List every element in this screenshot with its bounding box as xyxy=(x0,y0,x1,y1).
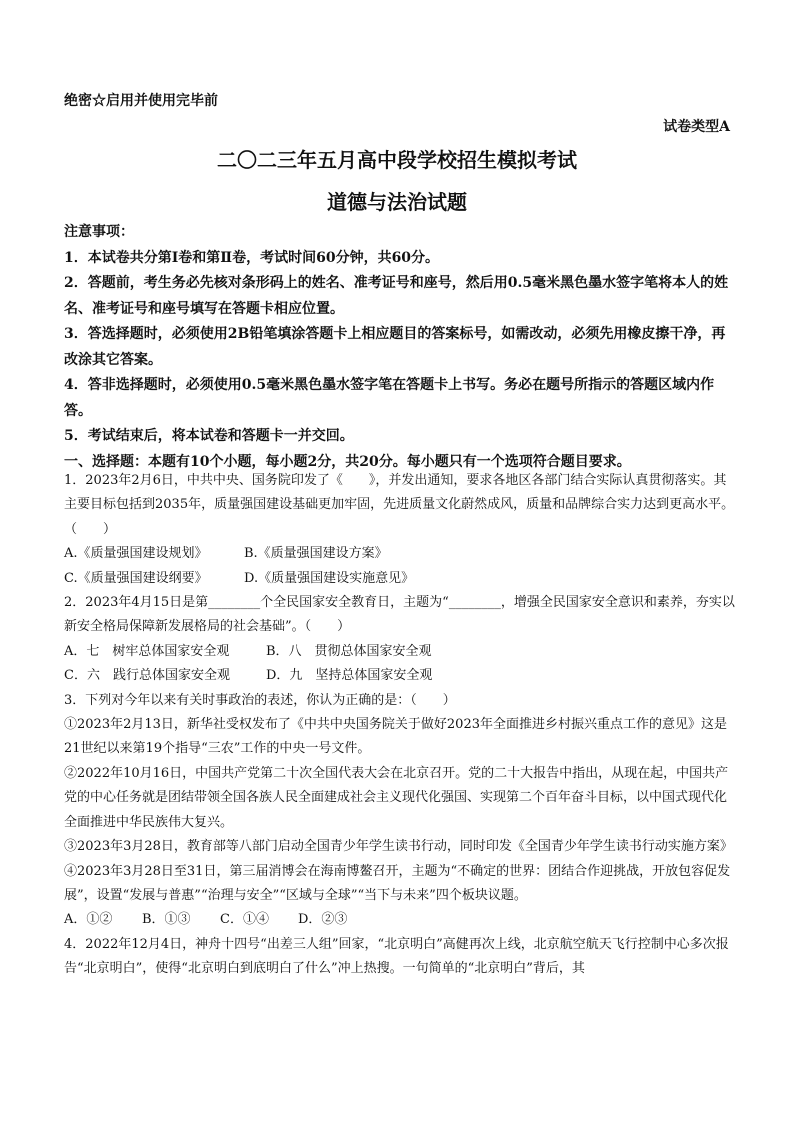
instruction-item: 3．答选择题时，必须使用2B铅笔填涂答题卡上相应题目的答案标号，如需改动，必须先用橡皮擦干净，再改涂其它答案。 xyxy=(64,326,726,368)
question-3-options-row xyxy=(64,908,736,932)
instructions-block xyxy=(64,220,734,475)
question-3-statement: ③2023年3月28日，教育部等八部门启动全国青少年学生读书行动，同时印发《全国青少年学生读书行动实施方案》 xyxy=(64,839,733,855)
question-2-options-row xyxy=(64,640,736,664)
exam-title: 二〇二三年五月高中段学校招生模拟考试 xyxy=(217,148,577,172)
paper-type-label: 试卷类型A xyxy=(663,119,730,135)
question-3-statement: ①2023年2月13日，新华社受权发布了《中共中央国务院关于做好2023年全面推进乡村振兴重点工作的意见》这是21世纪以来第19个指导“三农”工作的中央一号文件。 xyxy=(64,717,727,757)
option-c: C．①④ xyxy=(220,912,269,928)
option-a: A．七 树牢总体国家安全观 xyxy=(64,643,230,659)
exam-subject-title: 道德与法治试题 xyxy=(327,190,467,214)
question-3-statement: ④2023年3月28日至31日，第三届消博会在海南博鳌召开，主题为“不确定的世界：团结合作迎挑战，开放包容促发展”，设置“发展与普惠”“治理与安全”“区域与全球”“当下与未来”四个板块议题。 xyxy=(64,863,731,903)
confidential-label: 绝密☆启用并使用完毕前 xyxy=(64,93,218,109)
option-b: B．①③ xyxy=(142,912,191,928)
questions-block xyxy=(64,469,736,982)
option-b: B．八 贯彻总体国家安全观 xyxy=(266,643,432,659)
option-d: D.《质量强国建设实施意见》 xyxy=(244,570,415,586)
question-2-options-row xyxy=(64,664,736,688)
option-a: A.《质量强国建设规划》 xyxy=(64,546,208,562)
option-a: A．①② xyxy=(64,912,113,928)
option-d: D．九 坚持总体国家安全观 xyxy=(266,668,433,684)
question-3-statement: ②2022年10月16日，中国共产党第二十次全国代表大会在北京召开。党的二十大报告中指出，从现在起，中国共产党的中心任务就是团结带领全国各族人民全面建成社会主义现代化强国、实现第二个百年奋斗目标，以中国式现代化全面推进中华民族伟大复兴。 xyxy=(64,765,729,830)
instruction-item: 4．答非选择题时，必须使用0.5毫米黑色墨水签字笔在答题卡上书写。务必在题号所指示的答题区域内作答。 xyxy=(64,377,715,419)
option-c: C．六 践行总体国家安全观 xyxy=(64,668,230,684)
question-4-stem: 4．2022年12月4日，神舟十四号“出差三人组”回家，“北京明白”高健再次上线，北京航空航天飞行控制中心多次报告“北京明白”，使得“北京明白到底明白了什么”冲上热搜。一句简单的“北京明白”背后，其 xyxy=(64,936,729,977)
question-1-options-row xyxy=(64,542,736,566)
question-3-stem: 3．下列对今年以来有关时事政治的表述，你认为正确的是：（ ） xyxy=(64,692,456,708)
section-heading: 一、选择题：本题有10个小题，每小题2分，共20分。每小题只有一个选项符合题目要求。 xyxy=(64,453,631,470)
option-b: B.《质量强国建设方案》 xyxy=(244,546,388,562)
question-2-stem: 2．2023年4月15日是第________个全民国家安全教育日，主题为“________，增强全民国家安全意识和素养，夯实以新安全格局保障新发展格局的社会基础”。（ ） xyxy=(64,595,735,635)
instructions-heading: 注意事项： xyxy=(64,224,134,240)
option-c: C.《质量强国建设纲要》 xyxy=(64,570,208,586)
question-1-stem: 1．2023年2月6日，中共中央、国务院印发了《 》，并发出通知，要求各地区各部门结合实际认真贯彻落实。其主要目标包括到2035年，质量强国建设基础更加牢固，先进质量文化蔚然成风，质量和品牌综合实力达到更高水平。（ ） xyxy=(64,473,735,537)
instruction-item: 1．本试卷共分第Ⅰ卷和第Ⅱ卷，考试时间60分钟，共60分。 xyxy=(64,249,440,266)
instruction-item: 2．答题前，考生务必先核对条形码上的姓名、准考证号和座号，然后用0.5毫米黑色墨水签字笔将本人的姓名、准考证号和座号填写在答题卡相应位置。 xyxy=(64,275,729,317)
instruction-item: 5．考试结束后，将本试卷和答题卡一并交回。 xyxy=(64,428,354,444)
option-d: D．②③ xyxy=(298,912,348,928)
question-1-options-row xyxy=(64,567,736,591)
